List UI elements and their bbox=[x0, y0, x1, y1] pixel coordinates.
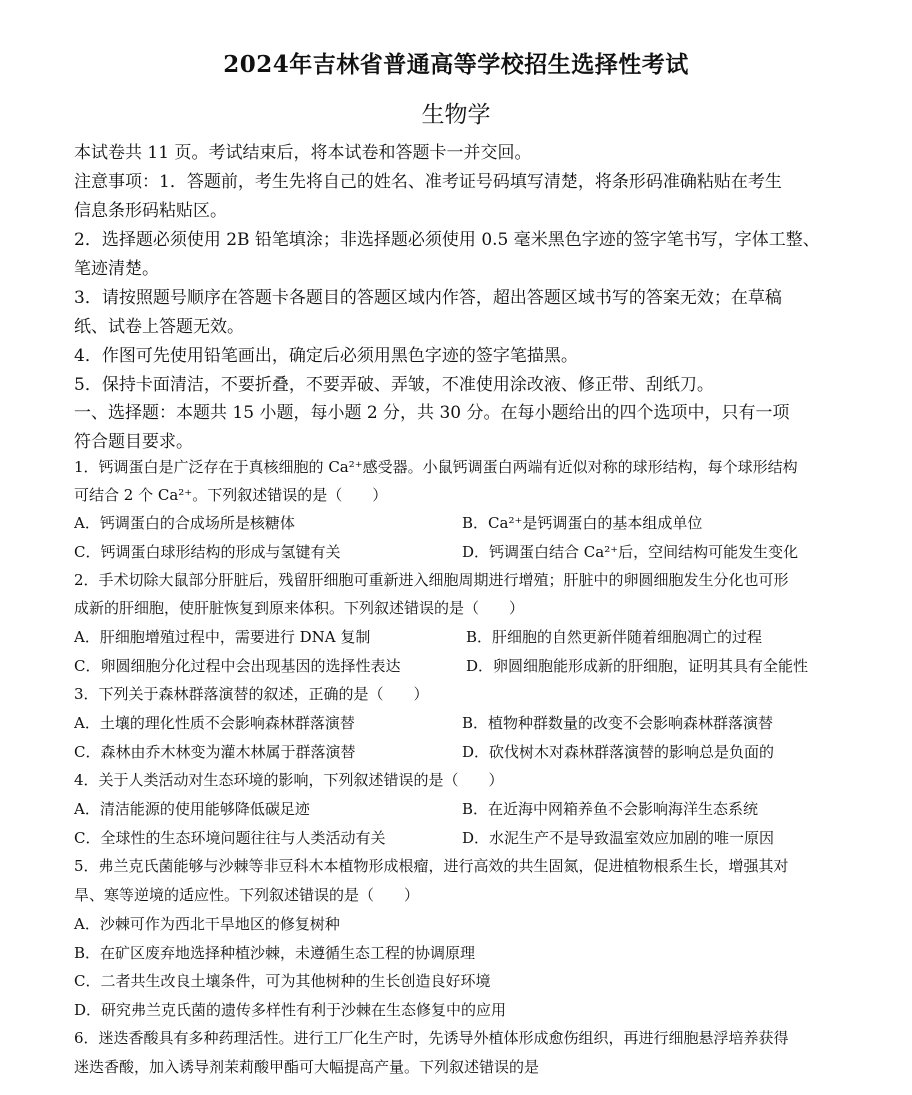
q3-option-a: A．土壤的理化性质不会影响森林群落演替 bbox=[74, 714, 355, 732]
section-heading-2: 符合题目要求。 bbox=[74, 432, 193, 452]
q5-option-c: C．二者共生改良土壤条件，可为其他树种的生长创造良好环境 bbox=[74, 972, 491, 990]
notes-line-1: 本试卷共 11 页。考试结束后，将本试卷和答题卡一并交回。 bbox=[74, 143, 532, 163]
q3-stem-1: 3．下列关于森林群落演替的叙述，正确的是（ ） bbox=[74, 685, 429, 703]
q1-stem-2: 可结合 2 个 Ca²⁺。下列叙述错误的是（ ） bbox=[74, 486, 388, 504]
q2-option-a: A．肝细胞增殖过程中，需要进行 DNA 复制 bbox=[74, 628, 371, 646]
q6-stem-2: 迷迭香酸，加入诱导剂茉莉酸甲酯可大幅提高产量。下列叙述错误的是 bbox=[74, 1058, 540, 1076]
notes-line-7: 纸、试卷上答题无效。 bbox=[74, 317, 244, 337]
q5-option-a: A．沙棘可作为西北干旱地区的修复树种 bbox=[74, 915, 340, 933]
exam-title: 2024年吉林省普通高等学校招生选择性考试 bbox=[223, 51, 689, 78]
notes-line-9: 5．保持卡面清洁，不要折叠，不要弄破、弄皱，不准使用涂改液、修正带、刮纸刀。 bbox=[74, 375, 714, 395]
q5-option-b: B．在矿区废弃地选择种植沙棘，未遵循生态工程的协调原理 bbox=[74, 944, 476, 962]
q4-stem-1: 4．关于人类活动对生态环境的影响，下列叙述错误的是（ ） bbox=[74, 771, 504, 789]
notes-line-6: 3．请按照题号顺序在答题卡各题目的答题区域内作答，超出答题区域书写的答案无效；在草稿 bbox=[74, 288, 782, 308]
q1-stem-1: 1．钙调蛋白是广泛存在于真核细胞的 Ca²⁺感受器。小鼠钙调蛋白两端有近似对称的球形结构，每个球形结构 bbox=[74, 458, 798, 476]
q4-option-a: A．清洁能源的使用能够降低碳足迹 bbox=[74, 800, 310, 818]
q2-option-b: B．肝细胞的自然更新伴随着细胞凋亡的过程 bbox=[466, 628, 763, 646]
notes-line-8: 4．作图可先使用铅笔画出，确定后必须用黑色字迹的签字笔描黑。 bbox=[74, 346, 578, 366]
q5-stem-1: 5．弗兰克氏菌能够与沙棘等非豆科木本植物形成根瘤，进行高效的共生固氮，促进植物根系生长，增强其对 bbox=[74, 857, 789, 875]
q4-option-d: D．水泥生产不是导致温室效应加剧的唯一原因 bbox=[462, 829, 775, 847]
q2-stem-2: 成新的肝细胞，使肝脏恢复到原来体积。下列叙述错误的是（ ） bbox=[74, 599, 525, 617]
notes-line-3: 信息条形码粘贴区。 bbox=[74, 201, 227, 221]
q2-option-d: D．卵圆细胞能形成新的肝细胞，证明其具有全能性 bbox=[466, 657, 809, 675]
q2-stem-1: 2．手术切除大鼠部分肝脏后，残留肝细胞可重新进入细胞周期进行增殖；肝脏中的卵圆细胞发生分化也可形 bbox=[74, 571, 789, 589]
q4-option-c: C．全球性的生态环境问题往往与人类活动有关 bbox=[74, 829, 386, 847]
q1-option-d: D．钙调蛋白结合 Ca²⁺后，空间结构可能发生变化 bbox=[462, 543, 799, 561]
q5-option-d: D．研究弗兰克氏菌的遗传多样性有利于沙棘在生态修复中的应用 bbox=[74, 1001, 507, 1019]
q3-option-d: D．砍伐树木对森林群落演替的影响总是负面的 bbox=[462, 743, 775, 761]
q3-option-c: C．森林由乔木林变为灌木林属于群落演替 bbox=[74, 743, 356, 761]
q2-option-c: C．卵圆细胞分化过程中会出现基因的选择性表达 bbox=[74, 657, 401, 675]
notes-line-4: 2．选择题必须使用 2B 铅笔填涂；非选择题必须使用 0.5 毫米黑色字迹的签字笔书写，字体工整、 bbox=[74, 230, 820, 250]
q5-stem-2: 旱、寒等逆境的适应性。下列叙述错误的是（ ） bbox=[74, 886, 420, 904]
notes-line-5: 笔迹清楚。 bbox=[74, 259, 159, 279]
q4-option-b: B．在近海中网箱养鱼不会影响海洋生态系统 bbox=[462, 800, 759, 818]
q6-stem-1: 6．迷迭香酸具有多种药理活性。进行工厂化生产时，先诱导外植体形成愈伤组织，再进行细胞悬浮培养获得 bbox=[74, 1029, 789, 1047]
q1-option-c: C．钙调蛋白球形结构的形成与氢键有关 bbox=[74, 543, 341, 561]
q3-option-b: B．植物种群数量的改变不会影响森林群落演替 bbox=[462, 714, 774, 732]
subject-title: 生物学 bbox=[421, 102, 491, 128]
q1-option-b: B．Ca²⁺是钙调蛋白的基本组成单位 bbox=[462, 514, 703, 532]
q1-option-a: A．钙调蛋白的合成场所是核糖体 bbox=[74, 514, 295, 532]
notes-line-2: 注意事项：1．答题前，考生先将自己的姓名、准考证号码填写清楚，将条形码准确粘贴在考生 bbox=[74, 172, 782, 192]
section-heading-1: 一、选择题：本题共 15 小题，每小题 2 分，共 30 分。在每小题给出的四个选项中，只有一项 bbox=[74, 403, 790, 423]
